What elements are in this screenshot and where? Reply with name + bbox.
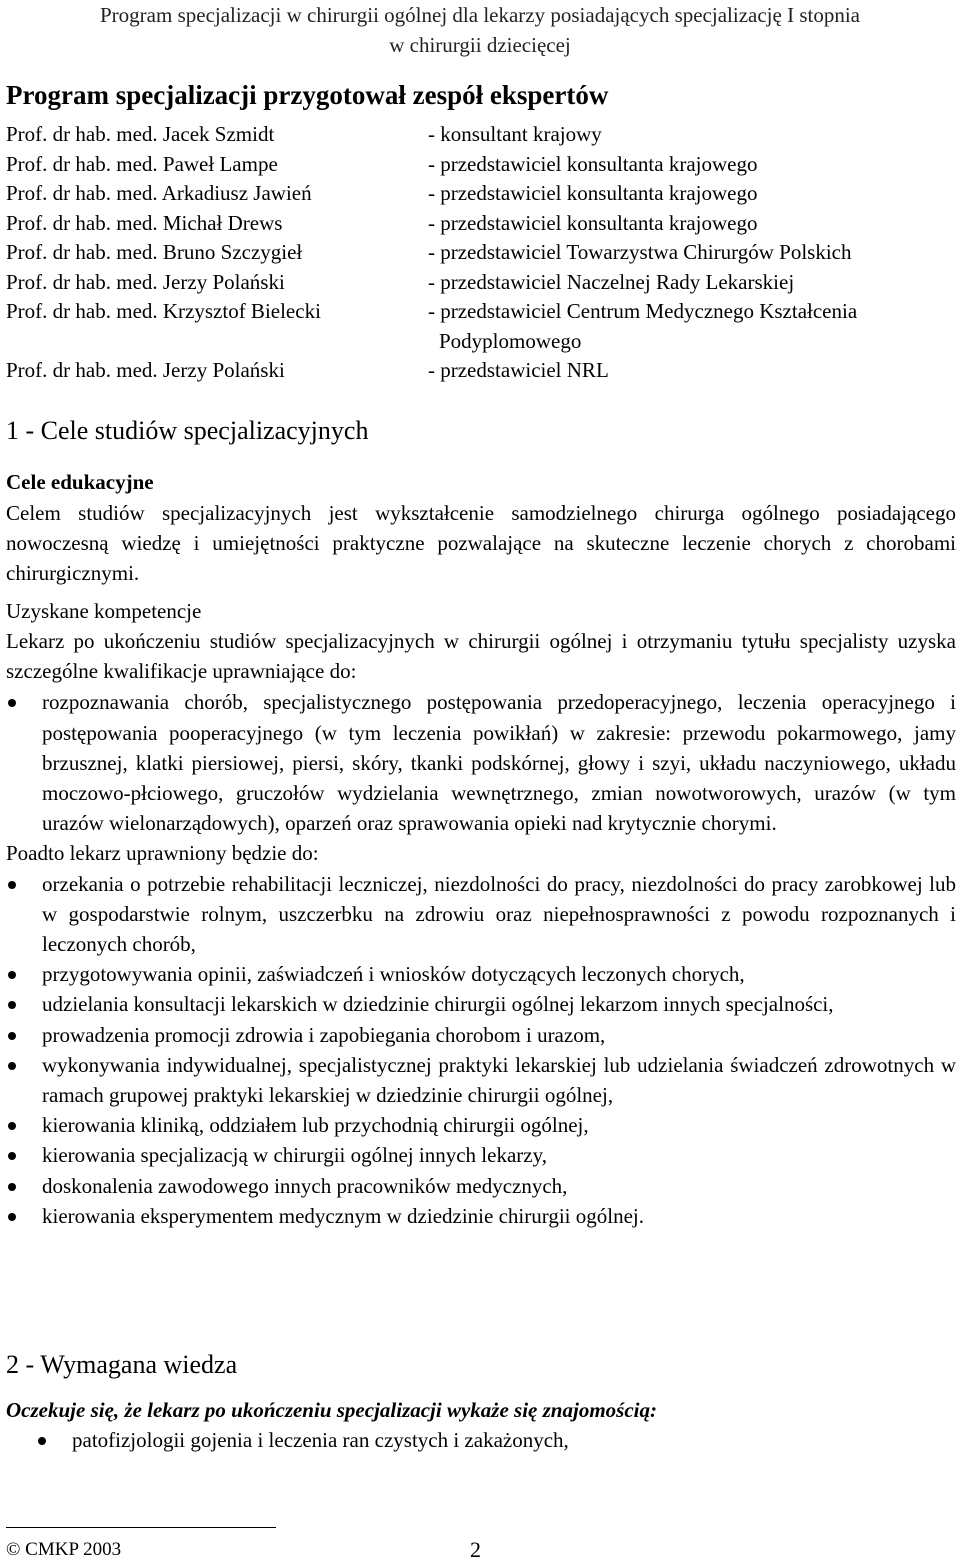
expert-role: - przedstawiciel Naczelnej Rady Lekarskiej — [428, 269, 795, 294]
list-item — [6, 1140, 956, 1170]
expert-name: Prof. dr hab. med. Paweł Lampe — [6, 151, 278, 176]
header-line-2: w chirurgii dziecięcej — [389, 33, 571, 57]
list-item — [6, 1110, 956, 1140]
bullet-icon — [8, 1032, 16, 1040]
list-item — [6, 869, 956, 960]
bullet-icon — [8, 1001, 16, 1009]
competences-block — [6, 596, 956, 1231]
list-item-text: rozpoznawania chorób, specjalistycznego postępowania przedoperacyjnego, leczenia operacyjnego i postępowania pooperacyjnego (w tym leczenia powikłań) w zakresie: przewodu pokarmowego, jamy brzusznej, klatki piersiowej, piersi, skóry, tkanki podskórnej, głowy i szyi, układu naczyniowego, układu moczowo-płciowego, gruczołów wydzielania wewnętrznego, zmian nowotworowych, urazów (w tym urazów wielonarządowych), oparzeń oraz sprawowania opieki nad krytycznie chorymi. — [42, 690, 956, 836]
bullet-icon — [8, 1152, 16, 1160]
expert-role: - przedstawiciel konsultanta krajowego — [428, 181, 758, 205]
goals-text: Celem studiów specjalizacyjnych jest wykształcenie samodzielnego chirurga ogólnego posiadającego nowoczesną wiedzę i umiejętności praktyczne pozwalające na skuteczne leczenie chorych z chorobami chirurgicznymi. — [6, 501, 956, 586]
list-item — [6, 687, 956, 838]
expert-row — [6, 179, 954, 209]
expert-role-block — [428, 297, 857, 356]
list-item-text: orzekania o potrzebie rehabilitacji leczniczej, niezdolności do pracy, niezdolności do pracy zarobkowej lub w gospodarstwie rolnym, uszczerbku na zdrowiu oraz niepełnosprawności z powodu rozpoznanych i leczonych chorób, — [42, 871, 956, 957]
expert-role: - przedstawiciel Towarzystwa Chirurgów Polskich — [428, 240, 852, 264]
expert-row — [6, 150, 954, 180]
expert-role: - przedstawiciel Centrum Medycznego Kształcenia — [428, 299, 858, 323]
bullet-icon — [8, 699, 16, 707]
bullet-icon — [8, 971, 16, 979]
list-item-text: kierowania specjalizacją w chirurgii ogólnej innych lekarzy, — [42, 1143, 547, 1168]
expert-role: - konsultant krajowy — [428, 122, 602, 146]
knowledge-list — [6, 1425, 956, 1455]
expert-name: Prof. dr hab. med. Jacek Szmidt — [6, 122, 275, 146]
list-item-text: przygotowywania opinii, zaświadczeń i wniosków dotyczących leczonych chorych, — [42, 962, 745, 987]
header-line-1: Program specjalizacji w chirurgii ogólnej dla lekarzy posiadających specjalizację I stopnia — [100, 3, 860, 27]
list-item — [6, 1050, 956, 1110]
footer-divider — [6, 1527, 276, 1528]
list-item — [6, 1020, 956, 1050]
competences-heading: Uzyskane kompetencje — [6, 599, 202, 623]
section-2-title: 2 - Wymagana wiedza — [6, 1350, 238, 1379]
list-item-text: wykonywania indywidualnej, specjalistycznej praktyki lekarskiej lub udzielania świadczeń zdrowotnych w ramach grupowej praktyki lekarskiej w dziedzinie chirurgii ogólnej, — [42, 1052, 956, 1108]
expert-row — [6, 238, 954, 268]
list-item — [6, 959, 956, 989]
expert-role: - przedstawiciel konsultanta krajowego — [428, 151, 758, 176]
section-2-intro: Oczekuje się, że lekarz po ukończeniu specjalizacji wykaże się znajomością: — [6, 1398, 657, 1422]
bullet-icon — [8, 1213, 16, 1221]
expert-row — [6, 268, 954, 298]
bullet-icon — [8, 881, 16, 889]
bullet-icon — [38, 1437, 46, 1445]
expert-row — [6, 297, 954, 356]
section-2-block — [6, 1395, 956, 1455]
list-item-text: prowadzenia promocji zdrowia i zapobiegania chorobom i urazom, — [42, 1022, 606, 1047]
goals-block — [6, 466, 956, 589]
expert-name: Prof. dr hab. med. Michał Drews — [6, 210, 283, 235]
expert-row — [6, 356, 954, 386]
expert-row — [6, 209, 954, 239]
bullet-icon — [8, 1183, 16, 1191]
expert-name: Prof. dr hab. med. Jerzy Polański — [6, 269, 285, 294]
list-item — [36, 1425, 956, 1455]
list-item-text: doskonalenia zawodowego innych pracowników medycznych, — [42, 1173, 568, 1198]
list-item — [6, 1171, 956, 1201]
experts-list — [6, 120, 954, 386]
section-1-title: 1 - Cele studiów specjalizacyjnych — [6, 416, 369, 445]
list-item-text: kierowania eksperymentem medycznym w dziedzinie chirurgii ogólnej. — [42, 1203, 644, 1228]
page-number: 2 — [470, 1537, 481, 1562]
expert-row — [6, 120, 954, 150]
expert-name: Prof. dr hab. med. Bruno Szczygieł — [6, 240, 303, 264]
additional-intro: Poadto lekarz uprawniony będzie do: — [6, 841, 319, 866]
goals-heading: Cele edukacyjne — [6, 470, 154, 494]
list-item — [6, 1201, 956, 1231]
footer-copyright: © CMKP 2003 — [6, 1539, 122, 1560]
competences-intro: Lekarz po ukończeniu studiów specjalizacyjnych w chirurgii ogólnej i otrzymaniu tytułu specjalisty uzyska szczególne kwalifikacje uprawniające do: — [6, 629, 956, 684]
expert-name: Prof. dr hab. med. Jerzy Polański — [6, 358, 285, 382]
list-item-text: udzielania konsultacji lekarskich w dziedzinie chirurgii ogólnej lekarzom innych specjalności, — [42, 992, 834, 1017]
running-header — [0, 0, 960, 60]
bullet-icon — [8, 1122, 16, 1130]
list-item — [6, 989, 956, 1019]
expert-role: - przedstawiciel konsultanta krajowego — [428, 210, 758, 235]
bullet-icon — [8, 1062, 16, 1070]
expert-role-continuation: Podyplomowego — [439, 328, 582, 353]
list-item-text: kierowania kliniką, oddziałem lub przychodnią chirurgii ogólnej, — [42, 1113, 589, 1138]
list-item-text: patofizjologii gojenia i leczenia ran czystych i zakażonych, — [72, 1428, 569, 1452]
expert-name: Prof. dr hab. med. Arkadiusz Jawień — [6, 181, 312, 205]
expert-role: - przedstawiciel NRL — [428, 358, 609, 382]
experts-heading: Program specjalizacji przygotował zespół ekspertów — [6, 80, 609, 110]
additional-list — [6, 869, 956, 1231]
competences-list — [6, 687, 956, 838]
expert-name: Prof. dr hab. med. Krzysztof Bielecki — [6, 299, 321, 323]
